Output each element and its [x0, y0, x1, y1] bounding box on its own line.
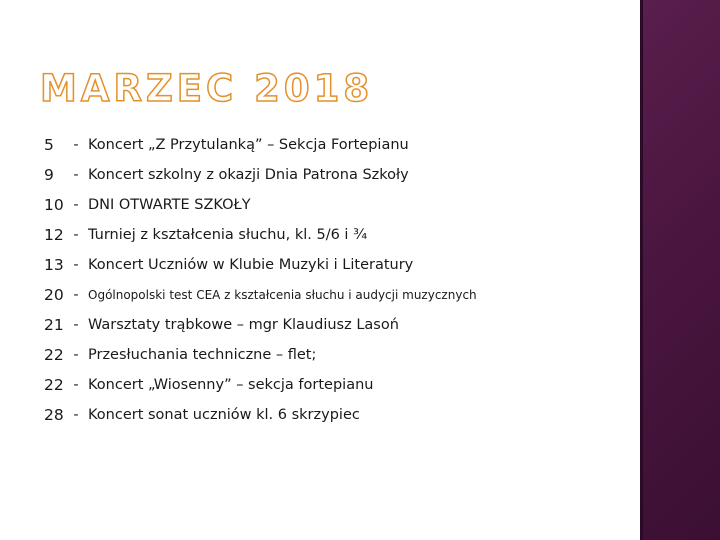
- event-separator: -: [73, 167, 79, 183]
- event-item: [44, 400, 634, 430]
- slide-title: MARZEC 2018: [40, 67, 374, 110]
- event-description: Koncert „Z Przytulanką” – Sekcja Fortepianu: [88, 137, 409, 153]
- event-item: [44, 160, 634, 190]
- event-item: [44, 220, 634, 250]
- event-day: 13: [44, 256, 64, 274]
- event-item: [44, 370, 634, 400]
- event-day: 21: [44, 316, 64, 334]
- event-item: [44, 310, 634, 340]
- event-description: Koncert „Wiosenny” – sekcja fortepianu: [88, 377, 374, 393]
- event-day: 5: [44, 136, 54, 154]
- event-separator: -: [73, 377, 79, 393]
- event-day: 28: [44, 406, 64, 424]
- event-description: Koncert Uczniów w Klubie Muzyki i Literatury: [88, 257, 414, 273]
- event-separator: -: [73, 137, 79, 153]
- event-description: Koncert szkolny z okazji Dnia Patrona Szkoły: [88, 167, 409, 183]
- event-separator: -: [73, 287, 79, 303]
- event-day: 10: [44, 196, 64, 214]
- event-description: Przesłuchania techniczne – flet;: [88, 347, 317, 363]
- event-description: Turniej z kształcenia słuchu, kl. 5/6 i ¾: [88, 227, 368, 243]
- event-separator: -: [73, 347, 79, 363]
- event-day: 22: [44, 346, 64, 364]
- side-divider: [640, 0, 643, 540]
- event-day: 20: [44, 286, 64, 304]
- event-list: [44, 130, 634, 430]
- event-separator: -: [73, 407, 79, 423]
- event-separator: -: [73, 257, 79, 273]
- event-description: Warsztaty trąbkowe – mgr Klaudiusz Lasoń: [88, 317, 399, 333]
- event-item: [44, 340, 634, 370]
- event-day: 22: [44, 376, 64, 394]
- event-separator: -: [73, 227, 79, 243]
- event-description: Koncert sonat uczniów kl. 6 skrzypiec: [88, 407, 360, 423]
- event-day: 12: [44, 226, 64, 244]
- event-item: [44, 250, 634, 280]
- event-item: [44, 130, 634, 160]
- event-separator: -: [73, 197, 79, 213]
- event-item: [44, 190, 634, 220]
- event-item: [44, 280, 634, 310]
- event-description: Ogólnopolski test CEA z kształcenia słuchu i audycji muzycznych: [88, 288, 477, 302]
- event-day: 9: [44, 166, 54, 184]
- event-description: DNI OTWARTE SZKOŁY: [88, 197, 251, 213]
- side-panel: [640, 0, 720, 540]
- event-separator: -: [73, 317, 79, 333]
